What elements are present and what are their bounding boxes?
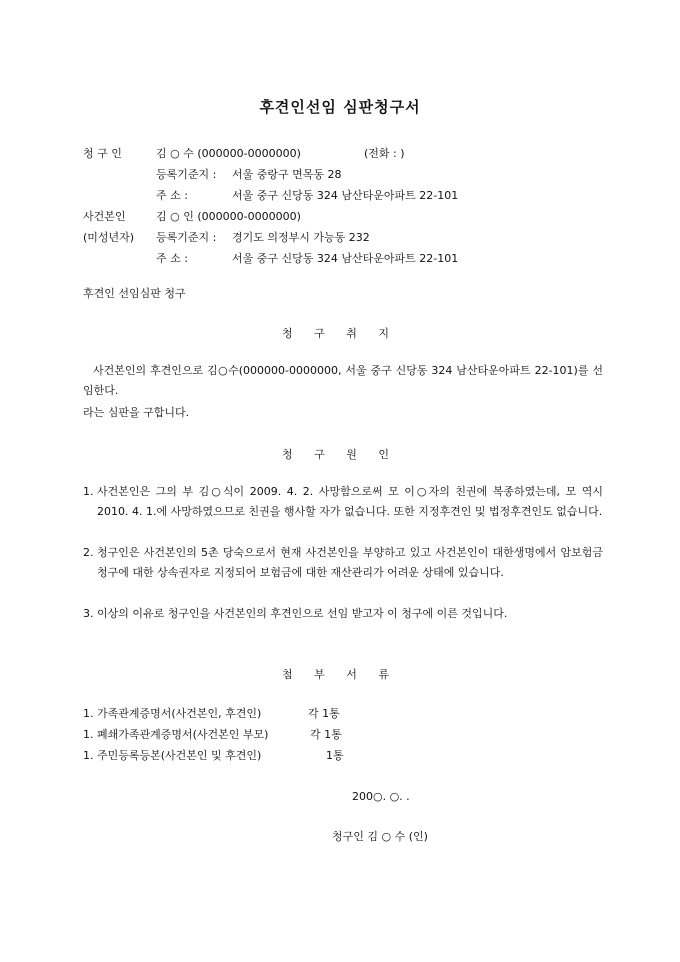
reason-item (83, 604, 603, 624)
claimant-reg-label: 등록기준지 : (156, 168, 217, 181)
document-title: 후견인선임 심판청구서 (259, 98, 421, 116)
claimant-addr-value: 서울 중구 신당동 324 남산타운아파트 22-101 (232, 189, 459, 202)
attachment-qty: 각 1통 (308, 707, 340, 720)
principal-reg-label: 등록기준지 : (156, 231, 217, 244)
reason-number: 2. (83, 546, 94, 559)
reason-number: 3. (83, 607, 94, 620)
principal-addr-value: 서울 중구 신당동 324 남산타운아파트 22-101 (232, 252, 459, 265)
attachment-qty: 1통 (326, 749, 344, 762)
reason-text: 청구인은 사건본인의 5촌 당숙으로서 현재 사건본인을 부양하고 있고 사건본인이 대한생명에서 암보험금 청구에 대한 상속권자로 지정되어 보험금에 대한 재산관리가 어려운 상태에 있습니다. (97, 546, 603, 579)
attachment-name: 폐쇄가족관계증명서(사건본인 부모) (97, 728, 269, 741)
reason-item (83, 543, 603, 583)
attachments-heading: 첨 부 서 류 (282, 668, 398, 681)
reasons-heading: 청 구 원 인 (282, 448, 398, 461)
claimant-name: 김 ○ 수 (000000-0000000) (156, 147, 301, 160)
purpose-closing: 라는 심판을 구합니다. (83, 406, 190, 419)
reason-number: 1. (83, 485, 94, 498)
attachment-name: 주민등록등본(사건본인 및 후견인) (97, 749, 262, 762)
signature-line: 청구인 김 ○ 수 (인) (332, 830, 428, 843)
attachment-qty: 각 1통 (310, 728, 342, 741)
claimant-phone: (전화 : ) (364, 147, 405, 160)
claimant-addr-label: 주 소 : (156, 189, 188, 202)
attachment-number: 1. (83, 728, 94, 741)
reason-text: 사건본인은 그의 부 김○식이 2009. 4. 2. 사망함으로써 모 이○자의 친권에 복종하였는데, 모 역시 2010. 4. 1.에 사망하였으므로 친권을 행사할 자가 없습니다. 또한 지정후견인 및 법정후견인도 없습니다. (97, 485, 603, 518)
attachment-number: 1. (83, 707, 94, 720)
attachment-number: 1. (83, 749, 94, 762)
principal-addr-label: 주 소 : (156, 252, 188, 265)
reason-text: 이상의 이유로 청구인을 사건본인의 후견인으로 선임 받고자 이 청구에 이른 것입니다. (97, 607, 508, 620)
purpose-heading: 청 구 취 지 (282, 327, 398, 340)
principal-name: 김 ○ 인 (000000-0000000) (156, 210, 301, 223)
reason-item (83, 482, 603, 522)
principal-reg-value: 경기도 의정부시 가능동 232 (232, 231, 370, 244)
purpose-text: 사건본인의 후견인으로 김○수(000000-0000000, 서울 중구 신당동 324 남산타운아파트 22-101)를 선임한다. (83, 364, 603, 397)
attachment-name: 가족관계증명서(사건본인, 후견인) (97, 707, 262, 720)
document-date: 200○. ○. . (352, 790, 410, 803)
principal-role: 사건본인 (83, 210, 126, 223)
principal-minor-note: (미성년자) (83, 231, 135, 244)
claimant-reg-value: 서울 중랑구 면목동 28 (232, 168, 342, 181)
case-name: 후견인 선임심판 청구 (83, 287, 186, 300)
claimant-role: 청 구 인 (83, 147, 122, 160)
